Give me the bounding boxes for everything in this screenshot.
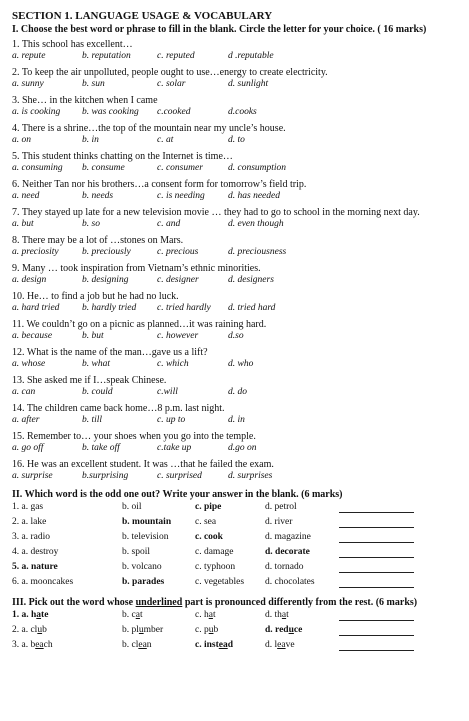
word-option: c. vegetables bbox=[195, 577, 245, 587]
underlined-letters: ea bbox=[138, 640, 147, 650]
answer-option-a[interactable]: a. surprise bbox=[12, 471, 53, 481]
answer-option-b[interactable]: b. take off bbox=[82, 443, 120, 453]
word-option: d. river bbox=[265, 517, 293, 527]
word-option: c. pipe bbox=[195, 502, 222, 512]
word-part: c. h bbox=[195, 610, 209, 620]
part3-heading-end: part is pronounced differently from the rest. (6 marks) bbox=[182, 597, 418, 608]
word-option: 2. a. lake bbox=[12, 517, 47, 527]
answer-option-d[interactable]: d.go on bbox=[228, 443, 257, 453]
answer-option-a[interactable]: a. preciosity bbox=[12, 247, 59, 257]
answer-option-b[interactable]: b. in bbox=[82, 135, 99, 145]
question-stem: 5. This student thinks chatting on the Internet is time… bbox=[12, 151, 233, 162]
underlined-letters: ea bbox=[218, 640, 228, 650]
word-option bbox=[195, 610, 216, 620]
answer-option-c[interactable]: c. is needing bbox=[157, 191, 205, 201]
answer-option-b[interactable]: b. was cooking bbox=[82, 107, 139, 117]
odd-row bbox=[12, 516, 467, 531]
answer-option-d[interactable]: d. consumption bbox=[228, 163, 287, 173]
answer-option-b[interactable]: b. but bbox=[82, 331, 104, 341]
word-part: b bbox=[213, 625, 219, 635]
answer-option-a[interactable]: a. after bbox=[12, 415, 40, 425]
odd-row bbox=[12, 561, 467, 576]
answer-option-a[interactable]: a. hard tried bbox=[12, 303, 60, 313]
underlined-letters: ea bbox=[35, 640, 44, 650]
answer-option-c[interactable]: c.take up bbox=[157, 443, 192, 453]
word-option bbox=[265, 625, 302, 635]
answer-option-a[interactable]: a. consuming bbox=[12, 163, 63, 173]
answer-options bbox=[12, 135, 467, 148]
question-14 bbox=[12, 403, 467, 428]
word-option: 5. a. nature bbox=[12, 562, 58, 572]
word-part: d. l bbox=[265, 640, 278, 650]
underlined-letters: a bbox=[36, 610, 42, 620]
answer-option-a[interactable]: a. can bbox=[12, 387, 36, 397]
answer-option-d[interactable]: d. designers bbox=[228, 275, 274, 285]
underlined-letters: a bbox=[281, 610, 287, 620]
word-part: 2. a. cl bbox=[12, 625, 38, 635]
answer-options bbox=[12, 415, 467, 428]
answer-options bbox=[12, 275, 467, 288]
word-option: b. spoil bbox=[122, 547, 150, 557]
mcq-list bbox=[12, 39, 467, 484]
question-5 bbox=[12, 151, 467, 176]
answer-option-b[interactable]: b. hardly tried bbox=[82, 303, 137, 313]
answer-option-c[interactable]: c. surprised bbox=[157, 471, 202, 481]
answer-option-d[interactable]: d. tried hard bbox=[228, 303, 276, 313]
answer-option-c[interactable]: c. precious bbox=[157, 247, 199, 257]
question-12 bbox=[12, 347, 467, 372]
answer-option-a[interactable]: a. repute bbox=[12, 51, 46, 61]
answer-option-c[interactable]: c. consumer bbox=[157, 163, 203, 173]
word-part: d bbox=[227, 640, 234, 650]
word-part: 1. a. h bbox=[12, 610, 37, 620]
word-part: ve bbox=[285, 640, 295, 650]
question-6 bbox=[12, 179, 467, 204]
question-9 bbox=[12, 263, 467, 288]
underlined-letters: ea bbox=[277, 640, 286, 650]
question-stem: 7. They stayed up late for a new television movie … they had to go to school in the morning next day. bbox=[12, 207, 420, 218]
question-stem: 1. This school has excellent… bbox=[12, 39, 133, 50]
answer-options bbox=[12, 79, 467, 92]
word-part: t bbox=[139, 610, 143, 620]
question-3 bbox=[12, 95, 467, 120]
question-1 bbox=[12, 39, 467, 64]
answer-option-b[interactable]: b. till bbox=[82, 415, 103, 425]
answer-option-a[interactable]: a. whose bbox=[12, 359, 46, 369]
question-stem: 11. We couldn’t go on a picnic as planned…it was raining hard. bbox=[12, 319, 267, 330]
question-10 bbox=[12, 291, 467, 316]
underlined-letters: a bbox=[135, 610, 140, 620]
word-part: t bbox=[212, 610, 216, 620]
word-option bbox=[12, 610, 48, 620]
answer-options bbox=[12, 331, 467, 344]
question-7 bbox=[12, 207, 467, 232]
question-stem: 6. Neither Tan nor his brothers…a consent form for tomorrow’s field trip. bbox=[12, 179, 307, 190]
part3-heading-underlined: underlined bbox=[135, 597, 183, 608]
word-part: b. c bbox=[122, 610, 136, 620]
word-option: b. mountain bbox=[122, 517, 172, 527]
answer-option-c[interactable]: c. reputed bbox=[157, 51, 195, 61]
odd-row bbox=[12, 576, 467, 591]
answer-blank[interactable] bbox=[339, 650, 414, 651]
section-title: SECTION 1. LANGUAGE USAGE & VOCABULARY bbox=[12, 10, 273, 22]
part1-heading: I. Choose the best word or phrase to fill in the blank. Circle the letter for your choice. ( 16 marks) bbox=[12, 24, 427, 35]
odd-row bbox=[12, 546, 467, 561]
answer-option-b[interactable]: b. designing bbox=[82, 275, 129, 285]
question-4 bbox=[12, 123, 467, 148]
word-option: d. tornado bbox=[265, 562, 304, 572]
answer-options bbox=[12, 443, 467, 456]
answer-option-b[interactable]: b. so bbox=[82, 219, 100, 229]
word-part: n bbox=[146, 640, 152, 650]
answer-option-d[interactable]: d. who bbox=[228, 359, 254, 369]
answer-blank[interactable] bbox=[339, 512, 414, 513]
word-option bbox=[12, 625, 47, 635]
word-option: 1. a. gas bbox=[12, 502, 44, 512]
word-option: d. chocolates bbox=[265, 577, 315, 587]
word-part: b bbox=[42, 625, 47, 635]
word-part: b. cl bbox=[122, 640, 139, 650]
answer-blank[interactable] bbox=[339, 635, 414, 636]
word-option: b. oil bbox=[122, 502, 142, 512]
word-option bbox=[265, 640, 295, 650]
answer-option-d[interactable]: d. even though bbox=[228, 219, 284, 229]
word-option bbox=[195, 625, 218, 635]
question-8 bbox=[12, 235, 467, 260]
odd-row bbox=[12, 531, 467, 546]
answer-option-d[interactable]: d. sunlight bbox=[228, 79, 269, 89]
word-part: t bbox=[286, 610, 289, 620]
word-part: ch bbox=[43, 640, 53, 650]
word-option: c. sea bbox=[195, 517, 217, 527]
answer-options bbox=[12, 303, 467, 316]
answer-option-c[interactable]: c. at bbox=[157, 135, 174, 145]
question-stem: 10. He… to find a job but he had no luck. bbox=[12, 291, 179, 302]
word-option bbox=[122, 625, 163, 635]
pronunciation-list bbox=[12, 609, 467, 654]
underlined-letters: a bbox=[208, 610, 213, 620]
pronunciation-row bbox=[12, 639, 467, 654]
word-part: d. th bbox=[265, 610, 282, 620]
answer-option-c[interactable]: c. and bbox=[157, 219, 181, 229]
odd-row bbox=[12, 501, 467, 516]
answer-option-b[interactable]: b. could bbox=[82, 387, 113, 397]
answer-options bbox=[12, 51, 467, 64]
word-option: d. decorate bbox=[265, 547, 310, 557]
answer-option-c[interactable]: c. however bbox=[157, 331, 199, 341]
answer-options bbox=[12, 219, 467, 232]
answer-option-c[interactable]: c. which bbox=[157, 359, 189, 369]
answer-options bbox=[12, 107, 467, 120]
word-part: ce bbox=[293, 625, 303, 635]
word-part: te bbox=[41, 610, 49, 620]
part3-heading-start: III. Pick out the word whose bbox=[12, 597, 136, 608]
answer-option-d[interactable]: d.cooks bbox=[228, 107, 257, 117]
part3-heading bbox=[12, 596, 467, 609]
answer-options bbox=[12, 191, 467, 204]
word-part: mber bbox=[143, 625, 164, 635]
question-stem: 8. There may be a lot of …stones on Mars. bbox=[12, 235, 184, 246]
word-option bbox=[12, 640, 53, 650]
worksheet bbox=[12, 10, 467, 654]
question-15 bbox=[12, 431, 467, 456]
answer-blank[interactable] bbox=[339, 572, 414, 573]
answer-option-c[interactable]: c. designer bbox=[157, 275, 199, 285]
word-option: c. typhoon bbox=[195, 562, 236, 572]
answer-blank[interactable] bbox=[339, 542, 414, 543]
answer-options bbox=[12, 247, 467, 260]
pronunciation-row bbox=[12, 624, 467, 639]
answer-option-a[interactable]: a. go off bbox=[12, 443, 44, 453]
answer-blank[interactable] bbox=[339, 527, 414, 528]
answer-option-b[interactable]: b.surprising bbox=[82, 471, 129, 481]
odd-one-out-list bbox=[12, 501, 467, 591]
answer-option-a[interactable]: a. need bbox=[12, 191, 40, 201]
part2-heading: II. Which word is the odd one out? Write your answer in the blank. (6 marks) bbox=[12, 489, 343, 500]
answer-options bbox=[12, 163, 467, 176]
word-part: c. inst bbox=[195, 640, 219, 650]
question-16 bbox=[12, 459, 467, 484]
answer-option-a[interactable]: a. is cooking bbox=[12, 107, 61, 117]
answer-option-a[interactable]: a. design bbox=[12, 275, 47, 285]
word-option: d. petrol bbox=[265, 502, 297, 512]
underlined-letters: u bbox=[37, 625, 43, 635]
question-stem: 9. Many … took inspiration from Vietnam’s ethnic minorities. bbox=[12, 263, 261, 274]
word-option: c. cook bbox=[195, 532, 223, 542]
question-stem: 13. She asked me if I…speak Chinese. bbox=[12, 375, 167, 386]
word-part: c. p bbox=[195, 625, 209, 635]
question-stem: 12. What is the name of the man…gave us a lift? bbox=[12, 347, 208, 358]
answer-option-d[interactable]: d. preciousness bbox=[228, 247, 287, 257]
word-option bbox=[122, 640, 152, 650]
answer-option-c[interactable]: c.will bbox=[157, 387, 178, 397]
answer-option-d[interactable]: d .reputable bbox=[228, 51, 274, 61]
question-11 bbox=[12, 319, 467, 344]
word-option bbox=[122, 610, 143, 620]
answer-option-c[interactable]: c. up to bbox=[157, 415, 186, 425]
answer-option-b[interactable]: b. consume bbox=[82, 163, 125, 173]
answer-option-b[interactable]: b. preciously bbox=[82, 247, 131, 257]
question-13 bbox=[12, 375, 467, 400]
answer-option-a[interactable]: a. because bbox=[12, 331, 53, 341]
answer-option-b[interactable]: b. needs bbox=[82, 191, 114, 201]
word-option: b. parades bbox=[122, 577, 165, 587]
question-stem: 3. She… in the kitchen when I came bbox=[12, 95, 158, 106]
question-stem: 4. There is a shrine…the top of the mountain near my uncle’s house. bbox=[12, 123, 286, 134]
question-stem: 15. Remember to… your shoes when you go into the temple. bbox=[12, 431, 256, 442]
answer-option-c[interactable]: c. solar bbox=[157, 79, 186, 89]
word-option: d. magazine bbox=[265, 532, 311, 542]
word-option: b. volcano bbox=[122, 562, 162, 572]
word-option: 4. a. destroy bbox=[12, 547, 59, 557]
word-option bbox=[195, 640, 233, 650]
answer-option-c[interactable]: c. tried hardly bbox=[157, 303, 211, 313]
answer-option-a[interactable]: a. sunny bbox=[12, 79, 44, 89]
answer-option-d[interactable]: d. has needed bbox=[228, 191, 280, 201]
answer-options bbox=[12, 387, 467, 400]
underlined-letters: u bbox=[138, 625, 144, 635]
question-stem: 2. To keep the air unpolluted, people ought to use…energy to create electricity. bbox=[12, 67, 328, 78]
word-option: 6. a. mooncakes bbox=[12, 577, 74, 587]
word-option: c. damage bbox=[195, 547, 234, 557]
word-part: d. red bbox=[265, 625, 289, 635]
pronunciation-row bbox=[12, 609, 467, 624]
answer-options bbox=[12, 359, 467, 372]
answer-option-d[interactable]: d.so bbox=[228, 331, 244, 341]
answer-option-b[interactable]: b. sun bbox=[82, 79, 105, 89]
answer-option-b[interactable]: b. reputation bbox=[82, 51, 131, 61]
answer-blank[interactable] bbox=[339, 620, 414, 621]
answer-option-a[interactable]: a. on bbox=[12, 135, 31, 145]
question-stem: 16. He was an excellent student. It was …that he failed the exam. bbox=[12, 459, 274, 470]
answer-option-d[interactable]: d. do bbox=[228, 387, 247, 397]
answer-blank[interactable] bbox=[339, 587, 414, 588]
word-part: b. pl bbox=[122, 625, 139, 635]
question-2 bbox=[12, 67, 467, 92]
question-stem: 14. The children came back home…8 p.m. last night. bbox=[12, 403, 225, 414]
word-option bbox=[265, 610, 289, 620]
word-option: 3. a. radio bbox=[12, 532, 50, 542]
answer-option-a[interactable]: a. but bbox=[12, 219, 34, 229]
answer-options bbox=[12, 471, 467, 484]
answer-option-d[interactable]: d. to bbox=[228, 135, 245, 145]
answer-option-c[interactable]: c.cooked bbox=[157, 107, 191, 117]
word-part: 3. a. b bbox=[12, 640, 36, 650]
answer-option-d[interactable]: d. in bbox=[228, 415, 245, 425]
underlined-letters: u bbox=[288, 625, 294, 635]
underlined-letters: u bbox=[208, 625, 214, 635]
answer-option-b[interactable]: b. what bbox=[82, 359, 110, 369]
answer-blank[interactable] bbox=[339, 557, 414, 558]
word-option: b. television bbox=[122, 532, 169, 542]
answer-option-d[interactable]: d. surprises bbox=[228, 471, 273, 481]
